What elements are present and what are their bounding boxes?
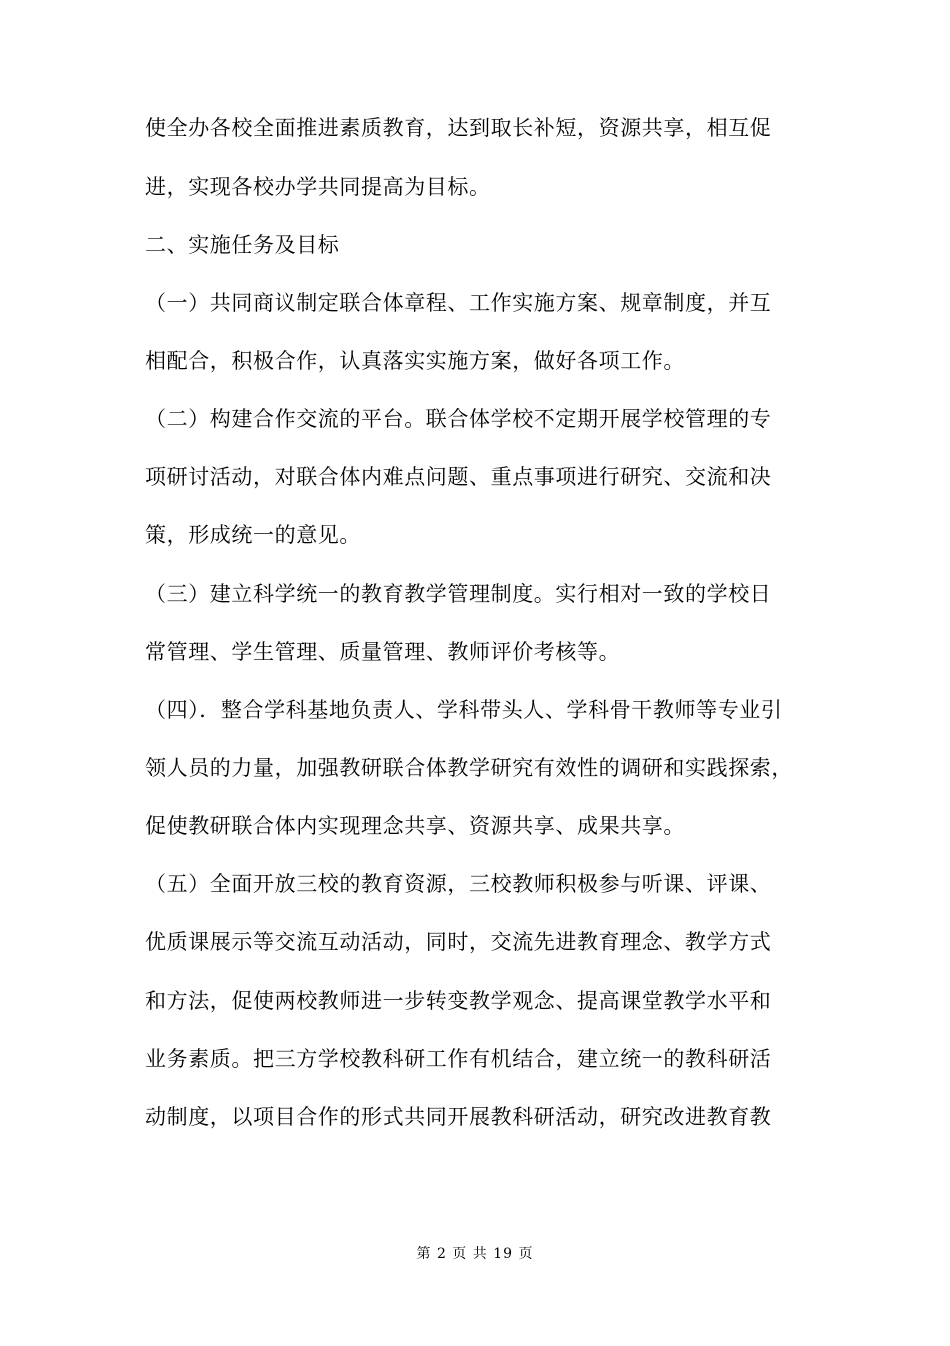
- text-line: （一）共同商议制定联合体章程、工作实施方案、规章制度，并互: [145, 291, 772, 315]
- text-line: 策，形成统一的意见。: [145, 523, 361, 547]
- text-line: 常管理、学生管理、质量管理、教师评价考核等。: [145, 640, 621, 664]
- text-line: 促使教研联合体内实现理念共享、资源共享、成果共享。: [145, 814, 685, 838]
- text-line: 项研讨活动，对联合体内难点问题、重点事项进行研究、交流和决: [145, 465, 772, 489]
- text-line: 使全办各校全面推进素质教育，达到取长补短，资源共享，相互促: [145, 116, 772, 140]
- section-heading: 二、实施任务及目标: [145, 233, 340, 257]
- text-line: 优质课展示等交流互动活动，同时，交流先进教育理念、教学方式: [145, 930, 772, 954]
- text-line: （三）建立科学统一的教育教学管理制度。实行相对一致的学校日: [145, 582, 772, 606]
- text-line: （五）全面开放三校的教育资源，三校教师积极参与听课、评课、: [145, 872, 772, 896]
- text-line: 相配合，积极合作，认真落实实施方案，做好各项工作。: [145, 349, 685, 373]
- text-line: 动制度，以项目合作的形式共同开展教科研活动，研究改进教育教: [145, 1105, 772, 1129]
- text-line: 进，实现各校办学共同提高为目标。: [145, 175, 491, 199]
- text-line: （四）．整合学科基地负责人、学科带头人、学科骨干教师等专业引: [145, 698, 783, 722]
- text-line: 和方法，促使两校教师进一步转变教学观念、提高课堂教学水平和: [145, 989, 772, 1013]
- text-line: 业务素质。把三方学校教科研工作有机结合，建立统一的教科研活: [145, 1047, 772, 1071]
- text-line: （二）构建合作交流的平台。联合体学校不定期开展学校管理的专: [145, 407, 772, 431]
- text-line: 领人员的力量，加强教研联合体教学研究有效性的调研和实践探索，: [145, 756, 793, 780]
- page-number-footer: 第 2 页 共 19 页: [416, 1246, 534, 1262]
